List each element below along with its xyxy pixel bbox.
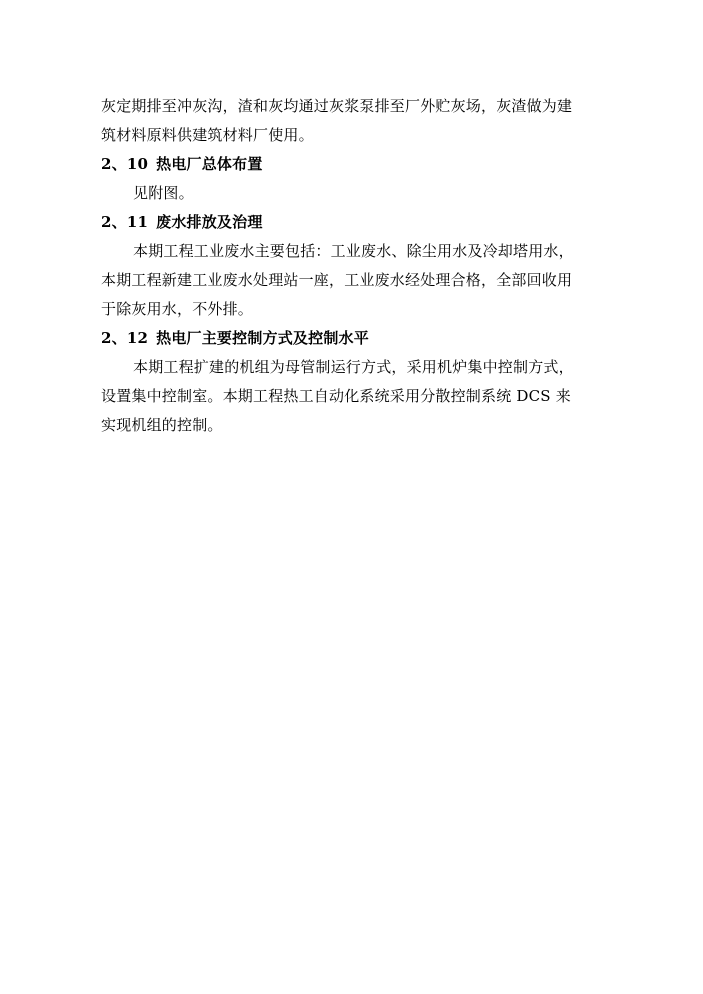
section-title: 热电厂总体布置: [156, 155, 263, 173]
paragraph-line: 本期工程扩建的机组为母管制运行方式，采用机炉集中控制方式，: [133, 358, 574, 376]
section-number: 2、11: [101, 213, 149, 231]
paragraph-line: 本期工程新建工业废水处理站一座，工业废水经处理合格，全部回收用: [101, 271, 573, 289]
paragraph-line: 见附图。: [133, 184, 194, 202]
section-heading-2-10: [101, 150, 611, 179]
document-content: [101, 92, 611, 440]
section-title: 废水排放及治理: [156, 213, 263, 231]
paragraph-line: 灰定期排至冲灰沟，渣和灰均通过灰浆泵排至厂外贮灰场，灰渣做为建: [101, 97, 573, 115]
paragraph-line: 实现机组的控制。: [101, 416, 223, 434]
section-heading-2-12: [101, 324, 611, 353]
section-number: 2、12: [101, 329, 149, 347]
paragraph-line: 设置集中控制室。本期工程热工自动化系统采用分散控制系统 DCS 来: [101, 387, 571, 405]
section-number: 2、10: [101, 155, 149, 173]
paragraph-line: 于除灰用水，不外排。: [101, 300, 254, 318]
section-title: 热电厂主要控制方式及控制水平: [156, 329, 369, 347]
paragraph-line: 筑材料原料供建筑材料厂使用。: [101, 126, 314, 144]
paragraph-line: 本期工程工业废水主要包括：工业废水、除尘用水及冷却塔用水，: [133, 242, 574, 260]
section-heading-2-11: [101, 208, 611, 237]
